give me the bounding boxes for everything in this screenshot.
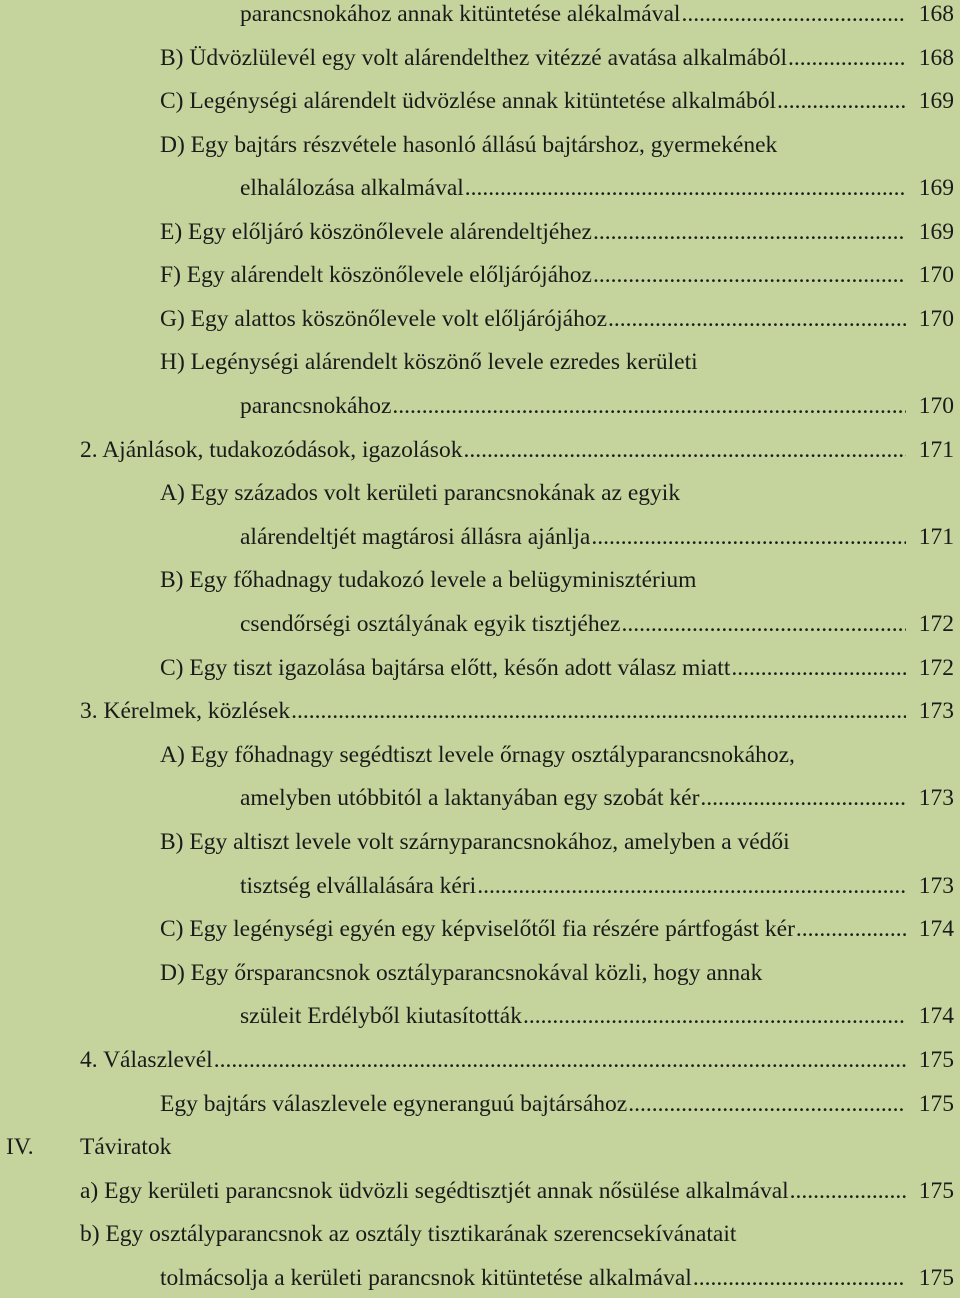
toc-entry	[160, 212, 954, 252]
toc-entry	[240, 996, 954, 1036]
dot-leader	[463, 430, 906, 470]
dot-leader	[628, 1084, 906, 1124]
toc-entry-page: 168	[918, 45, 954, 71]
toc-entry-title: C) Egy legénységi egyén egy képviselőtől fia részére pártfogást kér	[160, 916, 795, 942]
toc-entry-page: 175	[918, 1178, 954, 1204]
toc-entry-title: B) Egy altiszt levele volt szárnyparancsnokához, amelyben a védői	[160, 829, 790, 855]
toc-entry-page: 169	[918, 175, 954, 201]
section-numeral: IV.	[6, 1134, 34, 1160]
toc-entry-title: D) Egy bajtárs részvétele hasonló állású bajtárshoz, gyermekének	[160, 132, 778, 158]
toc-entry-title: A) Egy főhadnagy segédtiszt levele őrnagy osztályparancsnokához,	[160, 742, 795, 768]
dot-leader	[392, 386, 906, 426]
toc-entry-page: 169	[918, 219, 954, 245]
toc-entry-title: amelyben utóbbitól a laktanyában egy szobát kér	[240, 785, 700, 811]
dot-leader	[591, 517, 906, 557]
toc-entry	[80, 1040, 954, 1080]
toc-entry-page: 174	[918, 1003, 954, 1029]
dot-leader	[593, 212, 906, 252]
toc-entry-title: G) Egy alattos köszönőlevele volt előljárójához	[160, 306, 608, 332]
toc-entry-title: parancsnokához annak kitüntetése alékalmával	[240, 1, 681, 27]
toc-entry-line	[160, 822, 790, 862]
toc-entry-page: 168	[918, 1, 954, 27]
toc-entry-title: F) Egy alárendelt köszönőlevele előljárójához	[160, 262, 592, 288]
toc-entry	[80, 691, 954, 731]
toc-entry	[160, 299, 954, 339]
toc-entry-page: 173	[918, 785, 954, 811]
toc-entry-page: 173	[918, 873, 954, 899]
toc-entry-page: 174	[918, 916, 954, 942]
dot-leader	[593, 255, 906, 295]
toc-entry-page: 175	[918, 1091, 954, 1117]
toc-entry-title: a) Egy kerületi parancsnok üdvözli segédtisztjét annak nősülése alkalmával	[80, 1178, 789, 1204]
toc-entry-title: 3. Kérelmek, közlések	[80, 698, 291, 724]
toc-entry	[240, 168, 954, 208]
toc-entry	[160, 1084, 954, 1124]
dot-leader	[681, 0, 906, 34]
toc-entry-page: 170	[918, 306, 954, 332]
toc-entry-title: Táviratok	[80, 1134, 172, 1160]
toc-entry-page: 171	[918, 524, 954, 550]
toc-entry-title: szüleit Erdélyből kiutasították	[240, 1003, 522, 1029]
toc-entry-title: C) Legénységi alárendelt üdvözlése annak kitüntetése alkalmából	[160, 88, 776, 114]
toc-entry-page: 170	[918, 262, 954, 288]
dot-leader	[796, 909, 906, 949]
toc-entry-title: B) Üdvözlülevél egy volt alárendelthez vitézzé avatása alkalmából	[160, 45, 788, 71]
dot-leader	[777, 81, 906, 121]
toc-entry	[160, 255, 954, 295]
dot-leader	[790, 1171, 906, 1211]
dot-leader	[465, 168, 906, 208]
toc-entry-line	[160, 560, 696, 600]
toc-entry-line	[160, 735, 795, 775]
toc-entry-title: alárendeltjét magtárosi állásra ajánlja	[240, 524, 591, 550]
toc-entry-page: 169	[918, 88, 954, 114]
toc-entry-title: Egy bajtárs válaszlevele egyneranguú bajtársához	[160, 1091, 628, 1117]
dot-leader	[608, 299, 906, 339]
toc-entry	[240, 517, 954, 557]
dot-leader	[523, 996, 906, 1036]
toc-entry-title: csendőrségi osztályának egyik tisztjéhez	[240, 611, 621, 637]
toc-entry-page: 171	[918, 437, 954, 463]
dot-leader	[621, 604, 906, 644]
toc-entry-title: H) Legénységi alárendelt köszönő levele ezredes kerületi	[160, 349, 698, 375]
toc-entry-page: 175	[918, 1265, 954, 1291]
dot-leader	[477, 866, 906, 906]
toc-entry-title: B) Egy főhadnagy tudakozó levele a belügyminisztérium	[160, 567, 697, 593]
toc-entry-line	[80, 1214, 736, 1254]
toc-entry-line	[160, 125, 777, 165]
toc-entry-page: 170	[918, 393, 954, 419]
dot-leader	[214, 1040, 906, 1080]
toc-entry-title: 2. Ajánlások, tudakozódások, igazolások	[80, 437, 463, 463]
toc-entry-title: b) Egy osztályparancsnok az osztály tisztikarának szerencsekívánatait	[80, 1221, 737, 1247]
toc-entry-line	[160, 342, 698, 382]
toc-entry-line	[160, 953, 762, 993]
toc-entry-title: 4. Válaszlevél	[80, 1047, 213, 1073]
toc-entry	[160, 38, 954, 78]
toc-entry	[160, 648, 954, 688]
toc-entry-title: D) Egy őrsparancsnok osztályparancsnokával közli, hogy annak	[160, 960, 763, 986]
toc-entry-title: parancsnokához	[240, 393, 392, 419]
toc-entry-page: 175	[918, 1047, 954, 1073]
toc-entry-page: 172	[918, 611, 954, 637]
dot-leader	[731, 648, 906, 688]
toc-entry-title: E) Egy előljáró köszönőlevele alárendeltjéhez	[160, 219, 592, 245]
toc-entry-title: A) Egy százados volt kerületi parancsnokának az egyik	[160, 480, 681, 506]
toc-entry	[240, 0, 954, 34]
toc-entry	[80, 430, 954, 470]
toc-entry-line	[160, 473, 680, 513]
toc-entry-title: elhalálozása alkalmával	[240, 175, 464, 201]
toc-entry-title: C) Egy tiszt igazolása bajtársa előtt, későn adott válasz miatt	[160, 655, 731, 681]
toc-entry-page: 172	[918, 655, 954, 681]
toc-entry-page: 173	[918, 698, 954, 724]
toc-entry	[160, 81, 954, 121]
toc-entry	[160, 909, 954, 949]
dot-leader	[700, 778, 906, 818]
dot-leader	[788, 38, 906, 78]
toc-entry	[240, 778, 954, 818]
toc-entry	[240, 604, 954, 644]
section-heading	[80, 1127, 171, 1167]
toc-entry-title: tisztség elvállalására kéri	[240, 873, 477, 899]
toc-entry	[80, 1171, 954, 1211]
toc-entry	[160, 1258, 954, 1298]
dot-leader	[693, 1258, 906, 1298]
toc-entry	[240, 866, 954, 906]
toc-entry-title: tolmácsolja a kerületi parancsnok kitüntetése alkalmával	[160, 1265, 692, 1291]
dot-leader	[291, 691, 906, 731]
toc-entry	[240, 386, 954, 426]
